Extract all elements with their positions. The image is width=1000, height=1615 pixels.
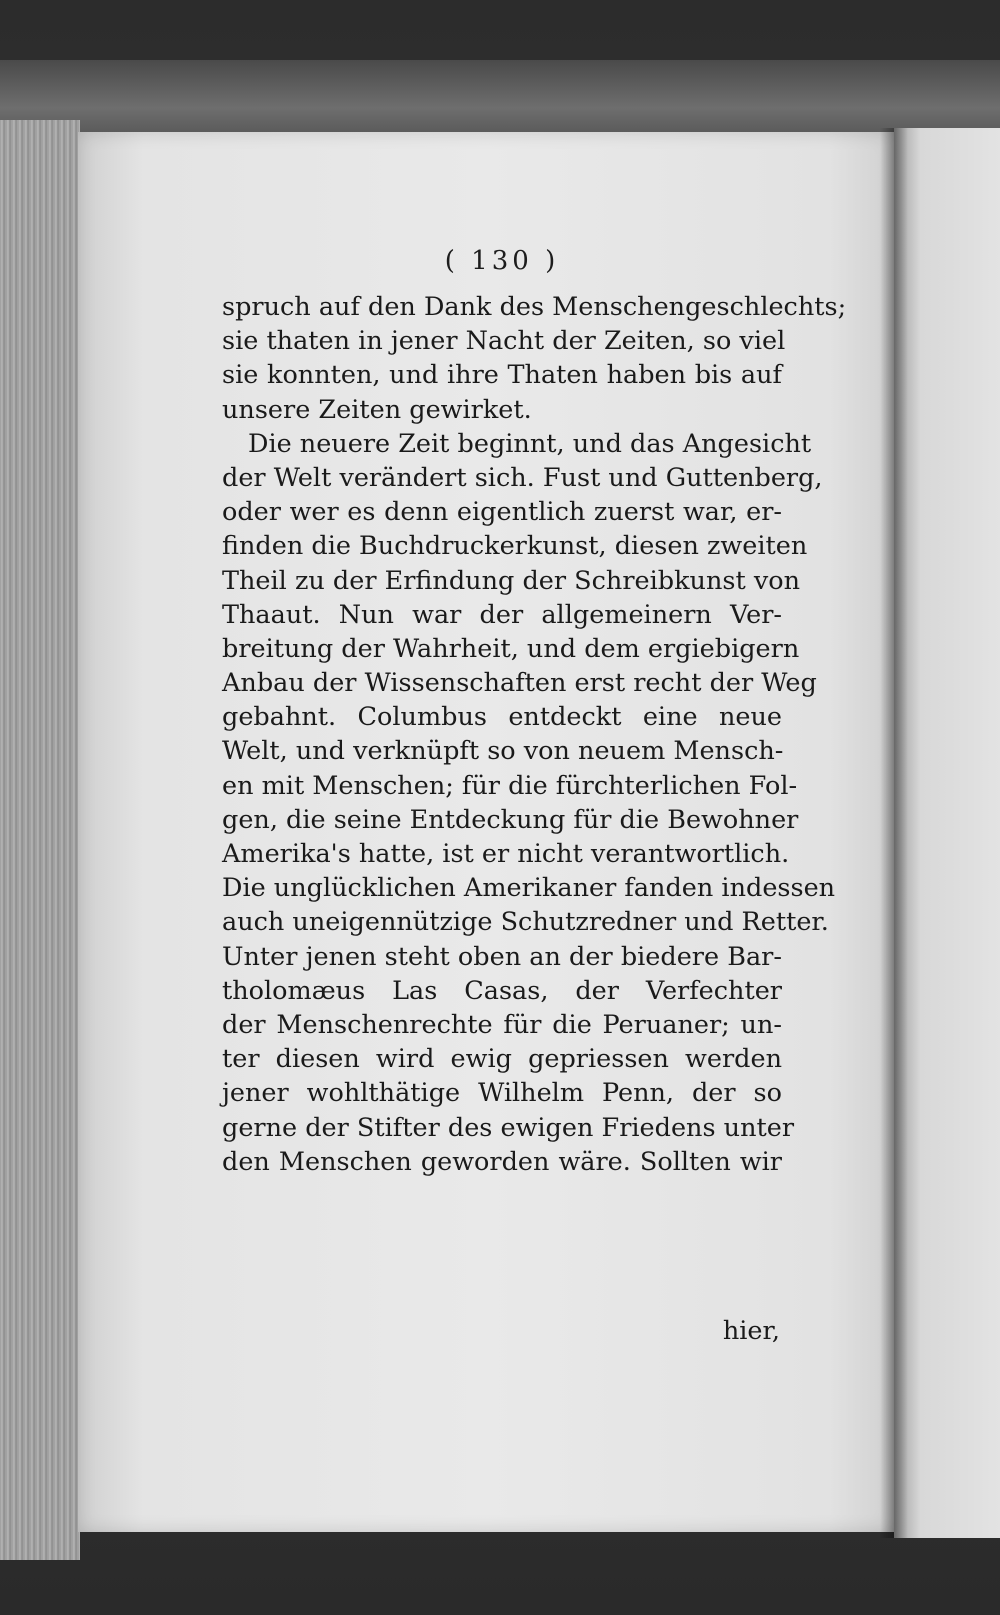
facing-page — [894, 128, 1000, 1538]
text-line: Amerika's hatte, ist er nicht verantwortlich. — [222, 839, 790, 869]
text-line: der Menschenrechte für die Peruaner; un- — [222, 1009, 782, 1040]
text-line: unsere Zeiten gewirket. — [222, 394, 532, 425]
text-line: jener wohlthätige Wilhelm Penn, der so — [222, 1078, 782, 1109]
text-line: sie thaten in jener Nacht der Zeiten, so viel — [222, 326, 786, 357]
text-line: spruch auf den Dank des Menschengeschlechts; — [222, 292, 847, 322]
page-text — [222, 290, 847, 1179]
text-line: der Welt verändert sich. Fust und Guttenberg, — [222, 462, 823, 493]
text-line: oder wer es denn eigentlich zuerst war, er- — [222, 497, 782, 528]
text-line: gen, die seine Entdeckung für die Bewohner — [222, 804, 799, 835]
text-line: Unter jenen steht oben an der biedere Bar- — [222, 941, 782, 972]
text-line: en mit Menschen; für die fürchterlichen Fol- — [222, 770, 798, 801]
text-line: Die unglücklichen Amerikaner fanden indessen — [222, 873, 836, 904]
text-line: Thaaut. Nun war der allgemeinern Ver- — [222, 599, 782, 630]
text-line: Theil zu der Erfindung der Schreibkunst von — [222, 565, 801, 596]
page-stack-edge — [0, 120, 80, 1560]
text-line: ter diesen wird ewig gepriessen werden — [222, 1044, 782, 1075]
text-line: tholomæus Las Casas, der Verfechter — [222, 975, 782, 1006]
text-line: auch uneigennützige Schutzredner und Retter. — [222, 907, 829, 938]
text-line: gebahnt. Columbus entdeckt eine neue — [222, 702, 782, 733]
text-line: finden die Buchdruckerkunst, diesen zweiten — [222, 531, 808, 562]
page-number: ( 130 ) — [444, 246, 560, 276]
text-line: den Menschen geworden wäre. Sollten wir — [222, 1146, 782, 1177]
text-line: sie konnten, und ihre Thaten haben bis auf — [222, 360, 782, 391]
text-line: Die neuere Zeit beginnt, und das Angesicht — [248, 428, 812, 459]
catchword: hier, — [722, 1316, 780, 1346]
text-line: gerne der Stifter des ewigen Friedens unter — [222, 1112, 795, 1143]
text-line: breitung der Wahrheit, und dem ergiebigern — [222, 633, 800, 664]
text-line: Anbau der Wissenschaften erst recht der Weg — [222, 668, 817, 699]
text-line: Welt, und verknüpft so von neuem Mensch- — [222, 736, 784, 767]
book-cover-edge — [0, 60, 1000, 140]
book-gutter — [880, 128, 908, 1538]
